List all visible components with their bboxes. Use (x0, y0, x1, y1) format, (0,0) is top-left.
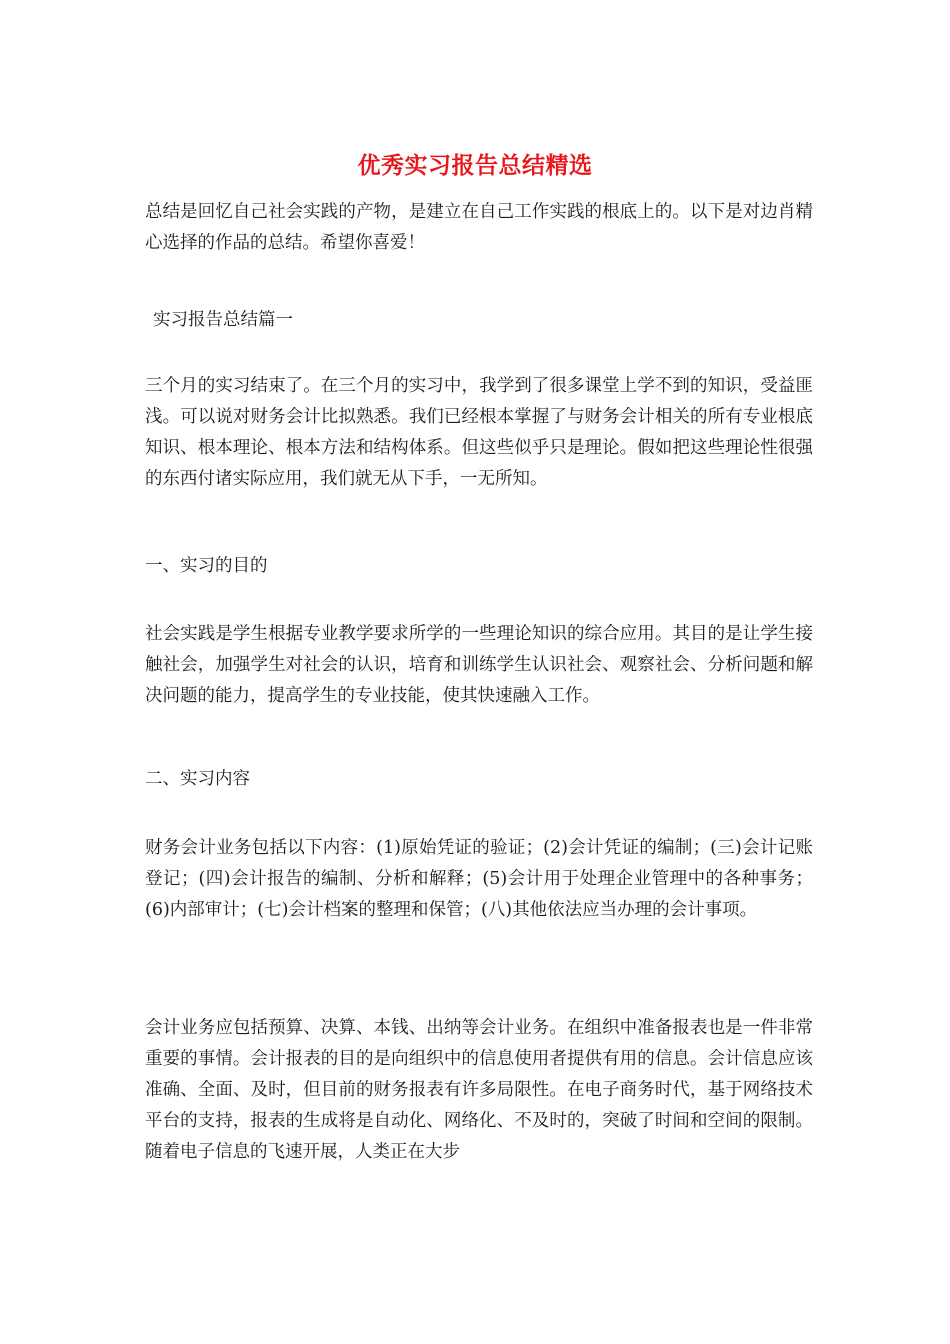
document-title: 优秀实习报告总结精选 (357, 152, 593, 179)
paragraph-3: 财务会计业务包括以下内容：(1)原始凭证的验证；(2)会计凭证的编制；(三)会计记账登记；(四)会计报告的编制、分析和解释；(5)会计用于处理企业管理中的各种事务；(6)内部审计；(七)会计档案的整理和保管；(八)其他依法应当办理的会计事项。 (145, 838, 813, 920)
heading-purpose: 一、实习的目的 (145, 556, 268, 576)
intro-paragraph: 总结是回忆自己社会实践的产物，是建立在自己工作实践的根底上的。以下是对边肖精心选择的作品的总结。希望你喜爱！ (145, 202, 813, 253)
paragraph-4: 会计业务应包括预算、决算、本钱、出纳等会计业务。在组织中准备报表也是一件非常重要的事情。会计报表的目的是向组织中的信息使用者提供有用的信息。会计信息应该准确、全面、及时，但目前的财务报表有许多局限性。在电子商务时代，基于网络技术平台的支持，报表的生成将是自动化、网络化、不及时的，突破了时间和空间的限制。随着电子信息的飞速开展，人类正在大步 (145, 1018, 813, 1162)
section-title: 实习报告总结篇一 (153, 310, 293, 330)
paragraph-1: 三个月的实习结束了。在三个月的实习中，我学到了很多课堂上学不到的知识，受益匪浅。可以说对财务会计比拟熟悉。我们已经根本掌握了与财务会计相关的所有专业根底知识、根本理论、根本方法和结构体系。但这些似乎只是理论。假如把这些理论性很强的东西付诸实际应用，我们就无从下手，一无所知。 (145, 376, 813, 489)
heading-content: 二、实习内容 (145, 769, 250, 789)
paragraph-2: 社会实践是学生根据专业教学要求所学的一些理论知识的综合应用。其目的是让学生接触社会，加强学生对社会的认识，培育和训练学生认识社会、观察社会、分析问题和解决问题的能力，提高学生的专业技能，使其快速融入工作。 (145, 624, 813, 706)
